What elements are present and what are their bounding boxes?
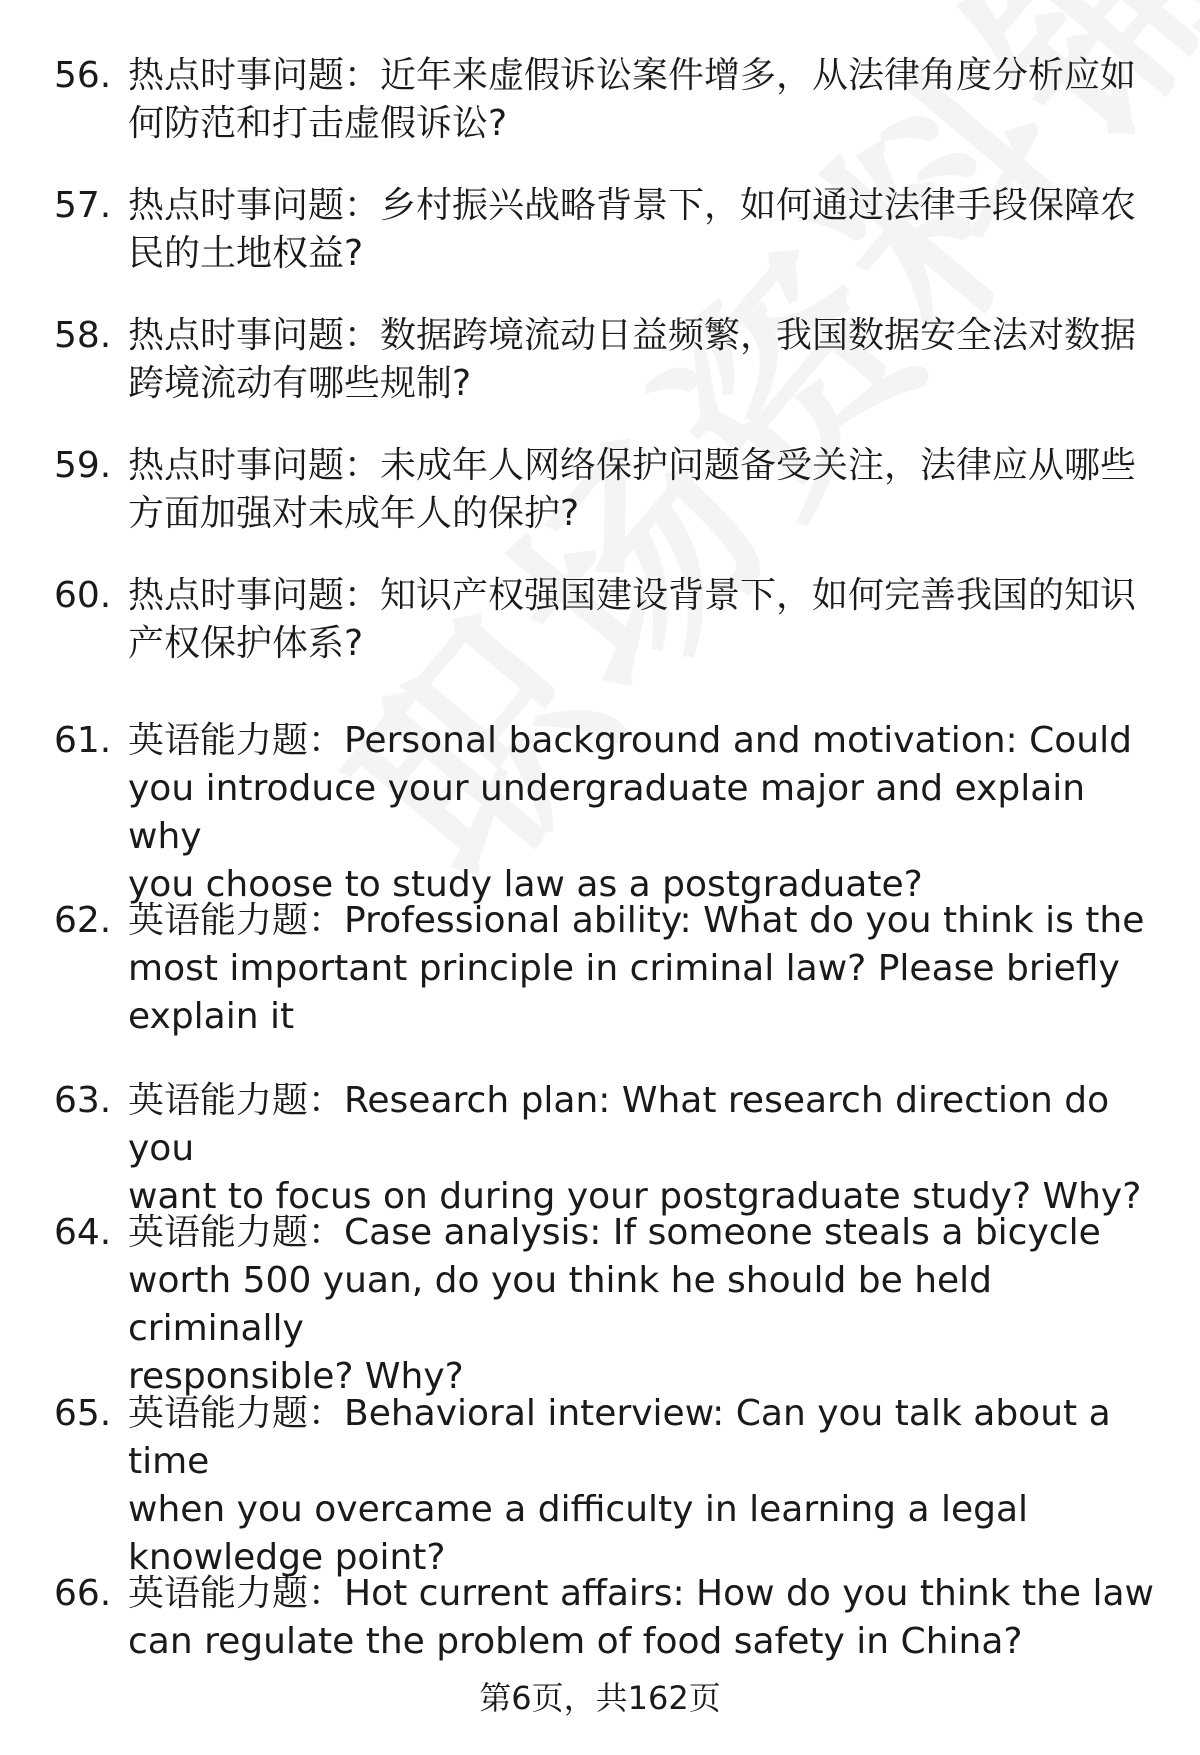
question-text: 英语能力题：Personal background and motivation: Could you introduce your undergraduate major and explain why you choose to study law as a postgraduate? bbox=[128, 720, 1132, 905]
question-text: 热点时事问题：近年来虚假诉讼案件增多，从法律角度分析应如 何防范和打击虚假诉讼? bbox=[128, 55, 1137, 144]
question-number: 59. bbox=[54, 445, 112, 486]
question-text: 热点时事问题：知识产权强国建设背景下，如何完善我国的知识 产权保护体系? bbox=[128, 575, 1137, 664]
question-text: 热点时事问题：数据跨境流动日益频繁，我国数据安全法对数据 跨境流动有哪些规制? bbox=[128, 315, 1137, 404]
page-footer: 第6页，共162页 bbox=[479, 1679, 721, 1717]
question-text: 热点时事问题：未成年人网络保护问题备受关注，法律应从哪些 方面加强对未成年人的保护? bbox=[128, 445, 1137, 534]
question-text: 英语能力题：Case analysis: If someone steals a bicycle worth 500 yuan, do you think he should be held criminally responsible? Why? bbox=[128, 1212, 1101, 1397]
question-number: 63. bbox=[54, 1080, 112, 1121]
question-text: 英语能力题：Hot current affairs: How do you think the law can regulate the problem of food safety in China? bbox=[128, 1573, 1154, 1662]
question-number: 64. bbox=[54, 1212, 112, 1253]
question-number: 57. bbox=[54, 185, 112, 226]
question-number: 60. bbox=[54, 575, 112, 616]
question-text: 英语能力题：Professional ability: What do you think is the most important principle in criminal law? Please briefly explain it bbox=[128, 900, 1145, 1037]
question-number: 58. bbox=[54, 315, 112, 356]
question-text: 热点时事问题：乡村振兴战略背景下，如何通过法律手段保障农 民的土地权益? bbox=[128, 185, 1137, 274]
question-number: 66. bbox=[54, 1573, 112, 1614]
question-text: 英语能力题：Behavioral interview: Can you talk about a time when you overcame a difficulty in learning a legal knowledge point? bbox=[128, 1393, 1111, 1578]
question-number: 62. bbox=[54, 900, 112, 941]
question-number: 61. bbox=[54, 720, 112, 761]
question-text: 英语能力题：Research plan: What research direction do you want to focus on during your postgraduate study? Why? bbox=[128, 1080, 1142, 1217]
question-number: 56. bbox=[54, 55, 112, 96]
question-number: 65. bbox=[54, 1393, 112, 1434]
